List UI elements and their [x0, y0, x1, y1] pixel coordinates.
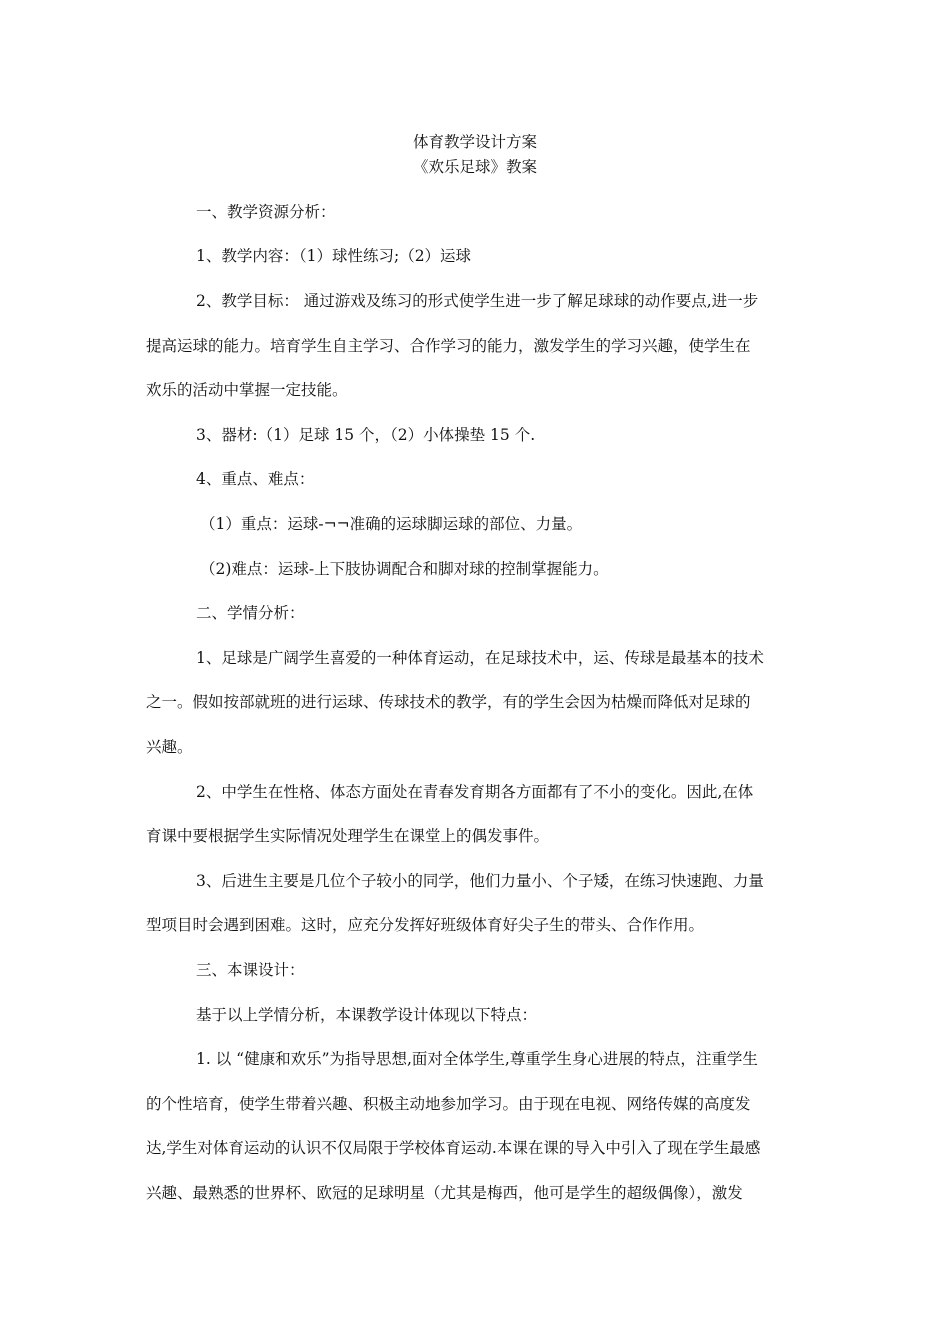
paragraph-line: （1）重点：运球-¬¬准确的运球脚运球的部位、力量。: [200, 515, 583, 533]
paragraph-line: （2)难点：运球-上下肢协调配合和脚对球的控制掌握能力。: [200, 560, 609, 578]
paragraph-line: 2、中学生在性格、体态方面处在青春发育期各方面都有了不小的变化。因此,在体: [196, 783, 754, 801]
section-heading-learners: 二、学情分析：: [196, 604, 305, 622]
paragraph-line: 3、后进生主要是几位个子较小的同学，他们力量小、个子矮，在练习快速跑、力量: [196, 872, 764, 890]
paragraph-line: 3、器材:（1）足球 15 个，（2）小体操垫 15 个.: [196, 426, 536, 444]
document-subtitle: 《欢乐足球》教案: [412, 158, 537, 176]
paragraph-line: 育课中要根据学生实际情况处理学生在课堂上的偶发事件。: [146, 827, 550, 845]
paragraph-line: 提高运球的能力。培育学生自主学习、合作学习的能力，激发学生的学习兴趣，使学生在: [146, 337, 751, 355]
paragraph-line: 基于以上学情分析，本课教学设计体现以下特点：: [196, 1006, 538, 1024]
paragraph-line: 2、教学目标： 通过游戏及练习的形式使学生进一步了解足球球的动作要点,进一步: [196, 292, 759, 310]
paragraph-line: 1、教学内容：（1）球性练习;（2）运球: [196, 247, 472, 265]
paragraph-line: 1. 以 “健康和欢乐”为指导思想,面对全体学生,尊重学生身心进展的特点，注重学生: [196, 1050, 758, 1068]
paragraph-line: 4、重点、难点：: [196, 470, 315, 488]
paragraph-line: 的个性培育，使学生带着兴趣、积极主动地参加学习。由于现在电视、网络传媒的高度发: [146, 1095, 751, 1113]
section-heading-resources: 一、教学资源分析：: [196, 203, 336, 221]
paragraph-line: 兴趣、最熟悉的世界杯、欧冠的足球明星（尤其是梅西，他可是学生的超级偶像），激发: [146, 1184, 743, 1202]
paragraph-line: 型项目时会遇到困难。这时，应充分发挥好班级体育好尖子生的带头、合作作用。: [146, 916, 705, 934]
section-heading-design: 三、本课设计：: [196, 961, 305, 979]
paragraph-line: 兴趣。: [146, 738, 193, 756]
document-title: 体育教学设计方案: [412, 133, 537, 151]
paragraph-line: 欢乐的活动中掌握一定技能。: [146, 381, 348, 399]
paragraph-line: 达,学生对体育运动的认识不仅局限于学校体育运动.本课在课的导入中引入了现在学生最感: [146, 1139, 761, 1157]
paragraph-line: 之一。假如按部就班的进行运球、传球技术的教学，有的学生会因为枯燥而降低对足球的: [146, 693, 751, 711]
paragraph-line: 1、足球是广阔学生喜爱的一种体育运动，在足球技术中，运、传球是最基本的技术: [196, 649, 764, 667]
